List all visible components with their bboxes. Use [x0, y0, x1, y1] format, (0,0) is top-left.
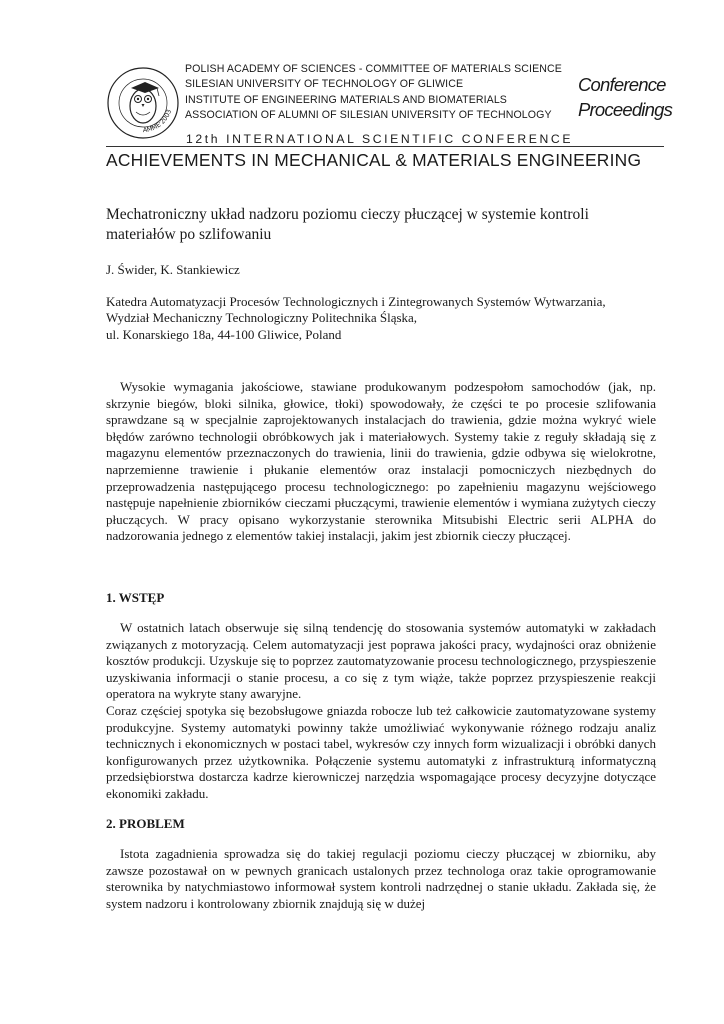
abstract-paragraph: Wysokie wymagania jakościowe, stawiane produkowanym podzespołom samochodów (jak, np. skrzynie biegów, bloki silnika, głowice, tłoki) spowodowały, że części te po procesie szlifowania sprawdzane są w specjalnie zaprojektowanych instalacjach do trawienia, gdzie można wykryć wiele błędów zarówno technologii obróbkowych jak i materiałowych. Systemy takie z reguły składają się z magazynu elementów przeznaczonych do trawienia, linii do trawienia, gdzie odbywa się wielokrotne, naprzemienne trawienie i płukanie elementów oraz instalacji pomocniczych niezbędnych do przeprowadzenia następującego procesu technologicznego: po zapełnieniu magazynu wejściowego następuje napełnienie zbiorników cieczami płuczącymi, trawienie elementów i wymiana zużytych cieczy płuczących. W pracy opisano wykorzystanie sterownika Mitsubishi Electric serii ALPHA do nadzorowania jednego z elementów takiej instalacji, jakim jest zbiornik cieczy płuczącej. — [106, 379, 656, 544]
organizer-line: POLISH ACADEMY OF SCIENCES - COMMITTEE OF MATERIALS SCIENCE — [185, 63, 562, 75]
paper-title: Mechatroniczny układ nadzoru poziomu cieczy płuczącej w systemie kontroli materiałów po szlifowaniu — [106, 206, 589, 243]
conference-word: Conference — [578, 74, 666, 95]
affiliation-line: ul. Konarskiego 18a, 44-100 Gliwice, Poland — [106, 326, 342, 342]
paper-authors: J. Świder, K. Stankiewicz — [106, 262, 240, 277]
section-heading-problem: 2. PROBLEM — [106, 816, 185, 831]
affiliation-line: Wydział Mechaniczny Technologiczny Politechnika Śląska, — [106, 310, 418, 326]
problem-paragraph-1: Istota zagadnienia sprowadza się do takiej regulacji poziomu cieczy płuczącej w zbiorniku, aby zawsze pozostawał on w pewnych granicach ustalonych przez technologa oraz takie oprogramowanie sterownika by natychmiastowo informował system kontroli nadrzędnej o stanie układu. Zakłada się, że system nadzoru i kontrolowany zbiornik znajdują się w dużej — [106, 846, 656, 911]
organizer-list — [185, 62, 570, 124]
intro-paragraph-2: Coraz częściej spotyka się bezobsługowe gniazda robocze lub też całkowicie zautomatyzowane systemy produkcyjne. Systemy automatyki powinny także umożliwiać wykonywanie różnego rodzaju analiz technicznych i ekonomicznych w postaci tabel, wykresów czy innych form wizualizacji i obróbki danych konfigurowanych przez użytkownika. Połączenie systemu automatyki z infrastrukturą informatyczną przedsiębiorstwa dostarcza kadrze kierowniczej narzędzia wspomagające procesy decyzyjne dotyczące ekonomiki zakładu. — [106, 703, 656, 801]
conference-proceedings-label — [578, 72, 673, 122]
affiliation-line: Katedra Automatyzacji Procesów Technologicznych i Zintegrowanych Systemów Wytwarzania, — [106, 294, 606, 309]
affiliation-block — [106, 294, 658, 343]
proceedings-word: Proceedings — [578, 99, 673, 120]
intro-paragraph-1: W ostatnich latach obserwuje się silną tendencję do stosowania systemów automatyki w zakładach związanych z motoryzacją. Celem automatyzacji jest poprawa jakości pracy, wydajności oraz obniżenie kosztów produkcji. Uzyskuje się to poprzez zautomatyzowanie procesu technologicznego, przyspieszenie uzyskiwania informacji o stanie procesu, a co się z tym wiąże, także poprzez przyspieszenie reakcji operatora na wykryte stany awaryjne. — [106, 620, 656, 702]
organizer-line: INSTITUTE OF ENGINEERING MATERIALS AND BIOMATERIALS — [185, 93, 507, 106]
organizer-line: SILESIAN UNIVERSITY OF TECHNOLOGY OF GLIWICE — [185, 78, 464, 91]
conference-edition: 12th INTERNATIONAL SCIENTIFIC CONFERENCE — [186, 132, 574, 146]
header-divider — [106, 146, 664, 147]
organizer-line: ASSOCIATION OF ALUMNI OF SILESIAN UNIVERSITY OF TECHNOLOGY — [185, 109, 552, 122]
logo-ring-text: AMME'2003 — [142, 108, 174, 135]
conference-title: ACHIEVEMENTS IN MECHANICAL & MATERIALS ENGINEERING — [106, 150, 642, 170]
conference-logo — [106, 66, 180, 140]
section-heading-intro: 1. WSTĘP — [106, 590, 165, 605]
